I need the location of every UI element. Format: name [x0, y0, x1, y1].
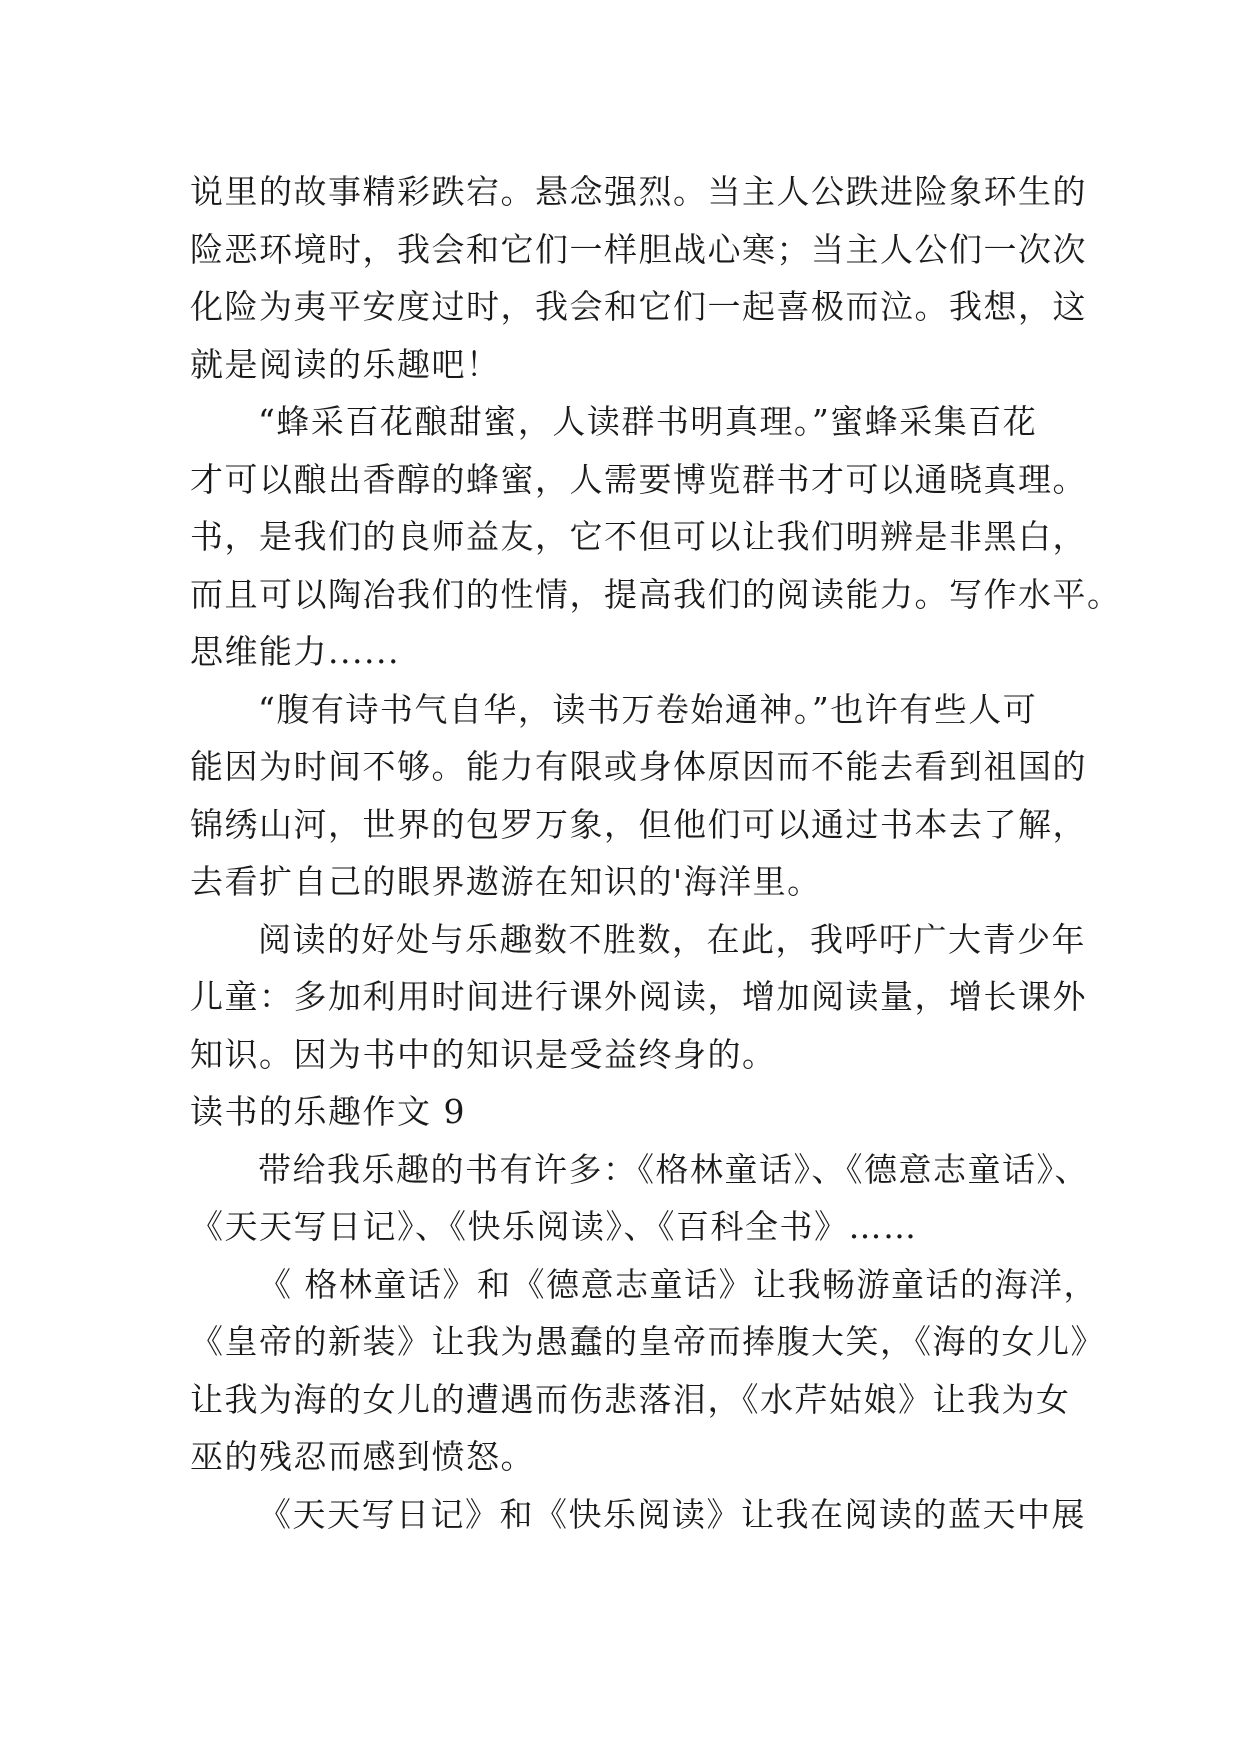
text-line: 巫的残忍而感到愤怒。 — [190, 1437, 535, 1476]
text-line: 化险为夷平安度过时，我会和它们一起喜极而泣。我想，这 — [190, 287, 1087, 326]
paragraph-first-line: 《 格林童话》和《德意志童话》让我畅游童话的海洋， — [258, 1264, 1098, 1304]
paragraph-first-line: 阅读的好处与乐趣数不胜数，在此，我呼吁广大青少年 — [258, 919, 1086, 959]
paragraph-first-line: “腹有诗书气自华，读书万卷始通神。”也许有些人可 — [258, 689, 1038, 729]
section-heading: 读书的乐趣作文 9 — [190, 1092, 466, 1131]
paragraph-first-line: 带给我乐趣的书有许多：《格林童话》、《德意志童话》、 — [258, 1149, 1089, 1189]
text-line: 说里的故事精彩跌宕。悬念强烈。当主人公跌进险象环生的 — [190, 172, 1087, 211]
text-line: 思维能力...... — [190, 632, 400, 671]
text-line: 《天天写日记》、《快乐阅读》、《百科全书》…… — [190, 1207, 918, 1246]
paragraph-first-line: “蜂采百花酿甜蜜，人读群书明真理。”蜜蜂采集百花 — [258, 402, 1038, 441]
text-line: 书，是我们的良师益友，它不但可以让我们明辨是非黑白， — [190, 517, 1087, 556]
text-line: 才可以酿出香醇的蜂蜜，人需要博览群书才可以通晓真理。 — [190, 459, 1087, 499]
text-line: 让我为海的女儿的遭遇而伤悲落泪，《水芹姑娘》让我为女 — [190, 1379, 1071, 1419]
text-line: 《皇帝的新装》让我为愚蠢的皇帝而捧腹大笑，《海的女儿》 — [190, 1322, 1105, 1361]
paragraph-first-line: 《天天写日记》和《快乐阅读》让我在阅读的蓝天中展 — [258, 1494, 1086, 1534]
text-line: 儿童：多加利用时间进行课外阅读，增加阅读量，增长课外 — [190, 977, 1087, 1016]
text-line: 险恶环境时，我会和它们一样胆战心寒；当主人公们一次次 — [190, 229, 1087, 269]
text-line: 就是阅读的乐趣吧！ — [190, 344, 501, 384]
text-line: 锦绣山河，世界的包罗万象，但他们可以通过书本去了解， — [190, 804, 1087, 844]
text-line: 知识。因为书中的知识是受益终身的。 — [190, 1034, 777, 1074]
text-line: 能因为时间不够。能力有限或身体原因而不能去看到祖国的 — [190, 747, 1087, 786]
text-line: 去看扩自己的眼界遨游在知识的'海洋里。 — [190, 862, 822, 901]
text-line: 而且可以陶冶我们的性情，提高我们的阅读能力。写作水平。 — [190, 574, 1122, 614]
document-body — [190, 163, 1122, 1543]
